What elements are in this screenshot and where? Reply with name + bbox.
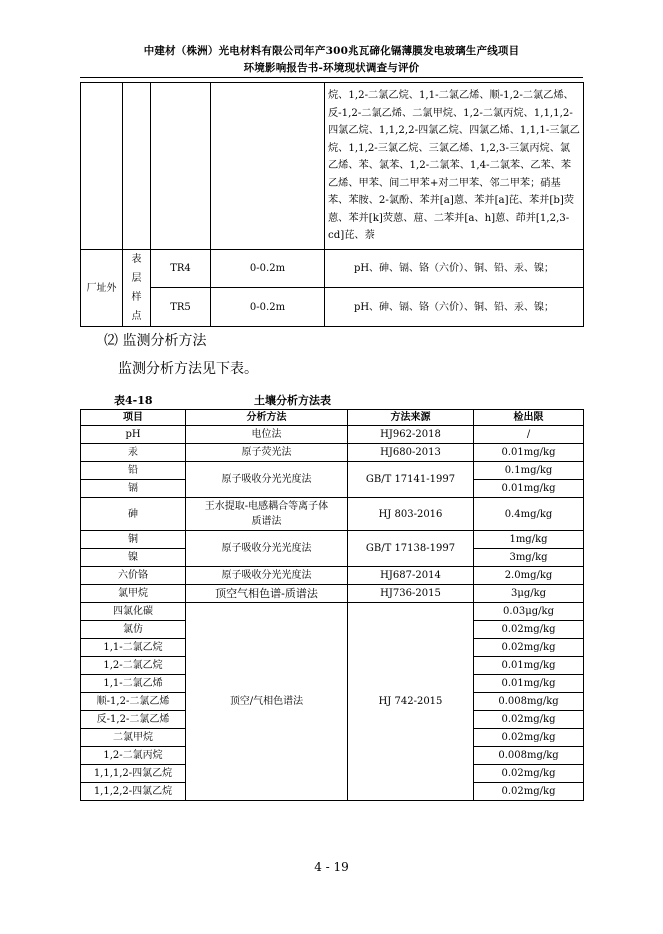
limit-cell: 0.02mg/kg [474, 711, 584, 729]
limit-cell: 0.02mg/kg [474, 783, 584, 801]
table-row [81, 444, 584, 462]
source-cell: HJ 803-2016 [348, 498, 474, 531]
depth-cell: 0-0.2m [211, 288, 325, 327]
table-row [81, 603, 584, 621]
table-header-row [81, 410, 584, 426]
item-cell: 镉 [81, 480, 186, 498]
item-cell: 1,2-二氯丙烷 [81, 747, 186, 765]
item-cell: 氯甲烷 [81, 585, 186, 603]
source-cell: HJ736-2015 [348, 585, 474, 603]
header-title: 中建材（株洲）光电材料有限公司年产300兆瓦碲化镉薄膜发电玻璃生产线项目 [143, 45, 520, 57]
table-row [81, 462, 584, 480]
item-cell: pH [81, 426, 186, 444]
limit-cell: 0.01mg/kg [474, 675, 584, 693]
limit-cell: 0.02mg/kg [474, 765, 584, 783]
limit-cell: / [474, 426, 584, 444]
item-cell: 铜 [81, 531, 186, 549]
column-header: 方法来源 [348, 410, 474, 426]
limit-cell: 0.1mg/kg [474, 462, 584, 480]
header-subtitle: 环境影响报告书-环境现状调查与评价 [243, 62, 420, 74]
item-cell: 汞 [81, 444, 186, 462]
table-row [81, 585, 584, 603]
source-cell: HJ680-2013 [348, 444, 474, 462]
source-cell: HJ687-2014 [348, 567, 474, 585]
item-cell: 1,2-二氯乙烷 [81, 657, 186, 675]
limit-cell: 0.02mg/kg [474, 621, 584, 639]
column-header: 分析方法 [186, 410, 348, 426]
item-cell: 铅 [81, 462, 186, 480]
sample-table [80, 82, 584, 327]
limit-cell: 0.03μg/kg [474, 603, 584, 621]
item-cell: 镍 [81, 549, 186, 567]
table-row [81, 250, 584, 288]
method-cell: 王水提取-电感耦合等离子体质谱法 [186, 498, 348, 531]
item-cell: 二氯甲烷 [81, 729, 186, 747]
source-cell: GB/T 17138-1997 [348, 531, 474, 567]
limit-cell: 0.008mg/kg [474, 747, 584, 765]
limit-cell: 2.0mg/kg [474, 567, 584, 585]
source-cell: GB/T 17141-1997 [348, 462, 474, 498]
section-body: 监测分析方法见下表。 [118, 361, 258, 377]
method-cell: 原子吸收分光光度法 [186, 462, 348, 498]
item-cell: 反-1,2-二氯乙烯 [81, 711, 186, 729]
method-cell: 电位法 [186, 426, 348, 444]
limit-cell: 0.008mg/kg [474, 693, 584, 711]
limit-cell: 0.01mg/kg [474, 444, 584, 462]
method-cell: 顶空气相色谱-质谱法 [186, 585, 348, 603]
limit-cell: 3μg/kg [474, 585, 584, 603]
table-row [81, 288, 584, 327]
item-cell: 四氯化碳 [81, 603, 186, 621]
page-number: 4 - 19 [314, 860, 349, 874]
source-cell: HJ962-2018 [348, 426, 474, 444]
limit-cell: 1mg/kg [474, 531, 584, 549]
method-cell: 顶空/气相色谱法 [186, 603, 348, 801]
table-row [81, 83, 584, 250]
method-cell: 原子吸收分光光度法 [186, 531, 348, 567]
depth-cell: 0-0.2m [211, 250, 325, 288]
limit-cell: 0.02mg/kg [474, 639, 584, 657]
table-title: 土壤分析方法表 [254, 394, 331, 407]
header-divider [80, 77, 583, 78]
item-cell: 顺-1,2-二氯乙烯 [81, 693, 186, 711]
method-table [80, 409, 584, 801]
point-cell: TR5 [151, 288, 211, 327]
item-cell: 1,1-二氯乙烷 [81, 639, 186, 657]
limit-cell: 0.01mg/kg [474, 657, 584, 675]
table-row [81, 531, 584, 549]
table-row [81, 498, 584, 531]
item-cell: 氯仿 [81, 621, 186, 639]
item-cell: 1,1,1,2-四氯乙烷 [81, 765, 186, 783]
limit-cell: 0.01mg/kg [474, 480, 584, 498]
location-cell: 厂址外 [81, 250, 123, 327]
limit-cell: 0.4mg/kg [474, 498, 584, 531]
column-header: 检出限 [474, 410, 584, 426]
table-row [81, 567, 584, 585]
source-cell: HJ 742-2015 [348, 603, 474, 801]
table-number: 表4-18 [114, 394, 153, 407]
method-cell: 原子吸收分光光度法 [186, 567, 348, 585]
column-header: 项目 [81, 410, 186, 426]
item-cell: 砷 [81, 498, 186, 531]
layer-cell: 表层样点 [123, 250, 151, 327]
method-cell: 原子荧光法 [186, 444, 348, 462]
limit-cell: 3mg/kg [474, 549, 584, 567]
limit-cell: 0.02mg/kg [474, 729, 584, 747]
point-cell: TR4 [151, 250, 211, 288]
item-cell: 六价铬 [81, 567, 186, 585]
table-row [81, 426, 584, 444]
section-heading: ⑵ 监测分析方法 [104, 333, 207, 349]
item-cell: 1,1-二氯乙烯 [81, 675, 186, 693]
item-cell: 1,1,2,2-四氯乙烷 [81, 783, 186, 801]
factors-cell: pH、砷、镉、铬（六价）、铜、铅、汞、镍； [325, 288, 584, 327]
factors-cell: pH、砷、镉、铬（六价）、铜、铅、汞、镍； [325, 250, 584, 288]
pollutant-list-cell: 烷、1,2-二氯乙烷、1,1-二氯乙烯、顺-1,2-二氯乙烯、反-1,2-二氯乙烯、二氯甲烷、1,2-二氯丙烷、1,1,1,2-四氯乙烷、1,1,2,2-四氯乙烷、四氯乙烯、1,1,1-三氯乙烷、1,1,2-三氯乙烷、三氯乙烯、1,2,3-三氯丙烷、氯乙烯、苯、氯苯、1,2-二氯苯、1,4-二氯苯、乙苯、苯乙烯、甲苯、间二甲苯+对二甲苯、邻二甲苯；硝基苯、苯胺、2-氯酚、苯并[a]蒽、苯并[a]芘、苯并[b]荧蒽、苯并[k]荧蒽、䓛、二苯并[a、h]蒽、茚并[1,2,3-cd]芘、萘 [325, 83, 584, 250]
